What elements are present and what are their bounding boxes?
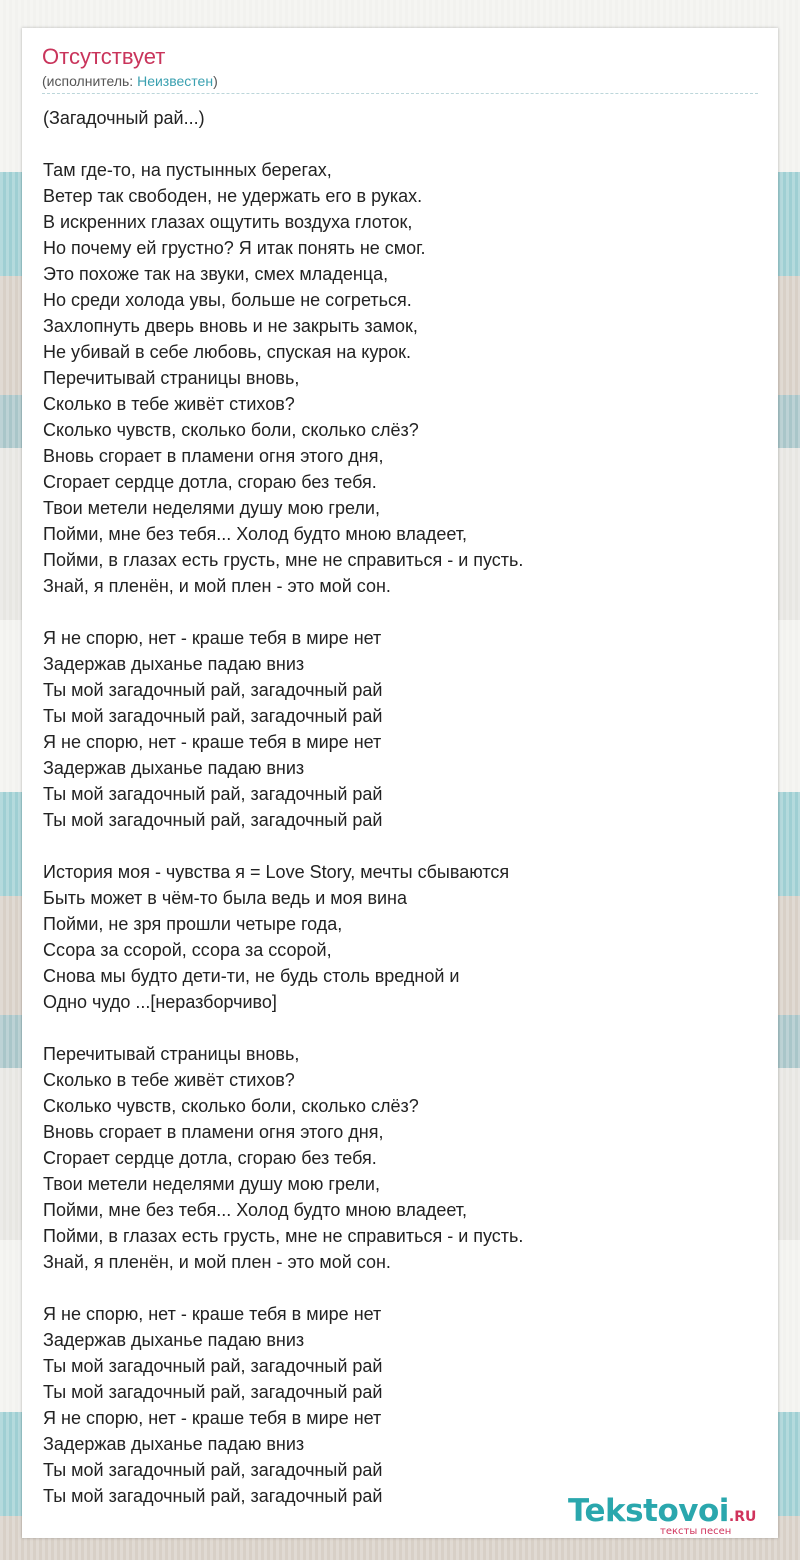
lyric-line: Ссора за ссорой, ссора за ссорой, <box>43 940 332 960</box>
lyric-line: Твои метели неделями душу мою грели, <box>43 498 380 518</box>
lyric-line: Задержав дыханье падаю вниз <box>43 758 305 778</box>
lyrics-text <box>43 105 758 1509</box>
lyric-line: Я не спорю, нет - краше тебя в мире нет <box>43 732 382 752</box>
lyric-line: Я не спорю, нет - краше тебя в мире нет <box>43 628 382 648</box>
lyric-line: Пойми, мне без тебя... Холод будто мною владеет, <box>43 524 468 544</box>
lyric-line: Снова мы будто дети-ти, не будь столь вредной и <box>43 966 460 986</box>
lyric-line: Но почему ей грустно? Я итак понять не смог. <box>43 238 426 258</box>
lyric-line: Пойми, в глазах есть грусть, мне не справиться - и пусть. <box>43 550 524 570</box>
lyric-line: Ты мой загадочный рай, загадочный рай <box>43 1356 383 1376</box>
lyric-line: Ты мой загадочный рай, загадочный рай <box>43 1382 383 1402</box>
lyric-line: Задержав дыханье падаю вниз <box>43 654 305 674</box>
lyric-line: Сколько в тебе живёт стихов? <box>43 394 295 414</box>
lyric-blank-line <box>43 833 758 859</box>
song-title: Отсутствует <box>42 44 166 69</box>
lyric-line: Знай, я пленён, и мой плен - это мой сон. <box>43 576 391 596</box>
tekstovoi-logo[interactable] <box>568 1493 778 1539</box>
lyric-line: Пойми, мне без тебя... Холод будто мною владеет, <box>43 1200 468 1220</box>
title-divider <box>42 93 758 94</box>
lyric-line: Ты мой загадочный рай, загадочный рай <box>43 810 383 830</box>
lyric-line: Сколько чувств, сколько боли, сколько слёз? <box>43 420 419 440</box>
lyric-line: Я не спорю, нет - краше тебя в мире нет <box>43 1408 382 1428</box>
lyric-line: Сгорает сердце дотла, сгораю без тебя. <box>43 1148 377 1168</box>
logo-tld: .RU <box>728 1509 757 1525</box>
lyric-line: Пойми, не зря прошли четыре года, <box>43 914 343 934</box>
lyric-line: Одно чудо ...[неразборчиво] <box>43 992 277 1012</box>
lyric-line: Знай, я пленён, и мой плен - это мой сон. <box>43 1252 391 1272</box>
lyric-blank-line <box>43 1275 758 1301</box>
artist-link[interactable]: Неизвестен <box>137 73 214 89</box>
lyric-line: (Загадочный рай...) <box>43 108 205 128</box>
lyric-line: Ты мой загадочный рай, загадочный рай <box>43 1460 383 1480</box>
lyric-line: Захлопнуть дверь вновь и не закрыть замок, <box>43 316 418 336</box>
artist-suffix: ) <box>213 73 218 89</box>
lyric-line: В искренних глазах ощутить воздуха глоток, <box>43 212 413 232</box>
lyric-line: Не убивай в себе любовь, спуская на курок. <box>43 342 412 362</box>
lyric-line: Задержав дыханье падаю вниз <box>43 1330 305 1350</box>
lyric-line: Пойми, в глазах есть грусть, мне не справиться - и пусть. <box>43 1226 524 1246</box>
lyric-line: Перечитывай страницы вновь, <box>43 368 300 388</box>
lyric-line: Быть может в чём-то была ведь и моя вина <box>43 888 408 908</box>
lyric-line: Ты мой загадочный рай, загадочный рай <box>43 680 383 700</box>
lyric-line: Ветер так свободен, не удержать его в руках. <box>43 186 423 206</box>
lyric-blank-line <box>43 131 758 157</box>
lyric-line: Но среди холода увы, больше не согреться. <box>43 290 412 310</box>
lyric-line: Твои метели неделями душу мою грели, <box>43 1174 380 1194</box>
lyric-line: Задержав дыханье падаю вниз <box>43 1434 305 1454</box>
lyric-line: Ты мой загадочный рай, загадочный рай <box>43 706 383 726</box>
logo-main-text: Tekstovoi <box>568 1493 729 1529</box>
lyric-blank-line <box>43 1015 758 1041</box>
lyric-blank-line <box>43 599 758 625</box>
lyric-line: Вновь сгорает в пламени огня этого дня, <box>43 1122 384 1142</box>
logo-tagline: тексты песен <box>660 1526 732 1537</box>
lyric-line: Там где-то, на пустынных берегах, <box>43 160 332 180</box>
lyric-line: Перечитывай страницы вновь, <box>43 1044 300 1064</box>
lyric-line: Это похоже так на звуки, смех младенца, <box>43 264 389 284</box>
lyric-line: Сгорает сердце дотла, сгораю без тебя. <box>43 472 377 492</box>
artist-line <box>42 73 218 90</box>
lyric-line: Я не спорю, нет - краше тебя в мире нет <box>43 1304 382 1324</box>
lyric-line: Сколько в тебе живёт стихов? <box>43 1070 295 1090</box>
lyric-line: Ты мой загадочный рай, загадочный рай <box>43 784 383 804</box>
artist-prefix: (исполнитель: <box>42 73 138 89</box>
lyric-line: История моя - чувства я = Love Story, мечты сбываются <box>43 862 510 882</box>
lyric-line: Сколько чувств, сколько боли, сколько слёз? <box>43 1096 419 1116</box>
lyric-line: Ты мой загадочный рай, загадочный рай <box>43 1486 383 1506</box>
lyric-line: Вновь сгорает в пламени огня этого дня, <box>43 446 384 466</box>
